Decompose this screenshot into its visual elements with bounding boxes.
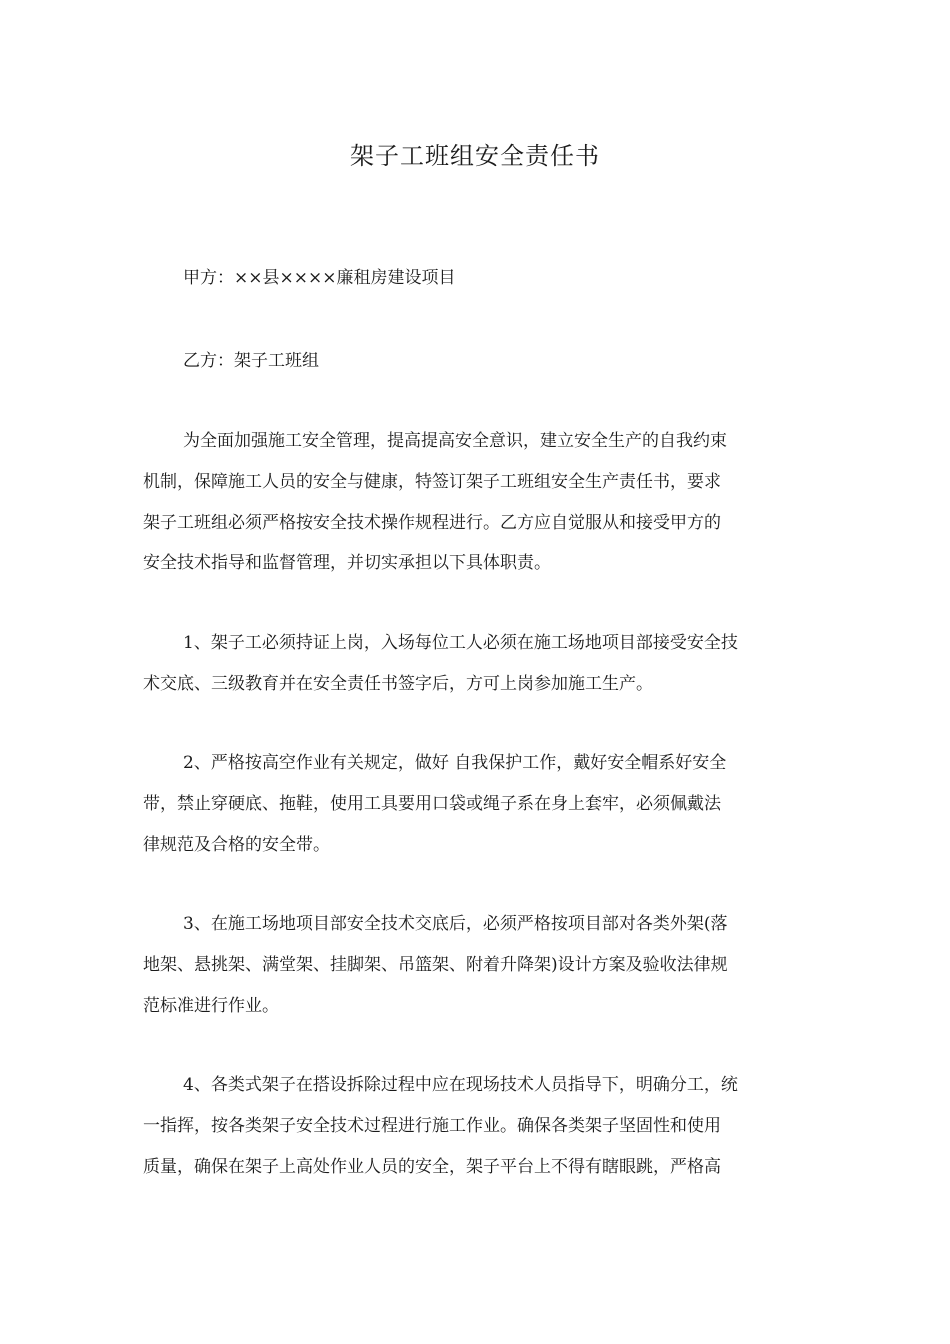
party-a-line: 甲方：××县××××廉租房建设项目: [183, 268, 456, 288]
party-b-line: 乙方：架子工班组: [183, 351, 319, 371]
paragraph-3-line: 范标准进行作业。: [143, 996, 279, 1016]
paragraph-intro-line: 机制，保障施工人员的安全与健康，特签订架子工班组安全生产责任书，要求: [143, 472, 721, 492]
paragraph-4-line: 4、各类式架子在搭设拆除过程中应在现场技术人员指导下，明确分工，统: [183, 1075, 738, 1095]
paragraph-intro-line: 为全面加强施工安全管理，提高提高安全意识，建立安全生产的自我约束: [183, 431, 727, 451]
paragraph-4-line: 一指挥，按各类架子安全技术过程进行施工作业。确保各类架子坚固性和使用: [143, 1116, 721, 1136]
paragraph-2-line: 律规范及合格的安全带。: [143, 835, 330, 855]
document-title: 架子工班组安全责任书: [350, 142, 600, 170]
paragraph-2-line: 2、严格按高空作业有关规定，做好 自我保护工作，戴好安全帽系好安全: [183, 753, 727, 773]
paragraph-1-line: 术交底、三级教育并在安全责任书签字后，方可上岗参加施工生产。: [143, 674, 653, 694]
paragraph-2-line: 带，禁止穿硬底、拖鞋，使用工具要用口袋或绳子系在身上套牢，必须佩戴法: [143, 794, 721, 814]
paragraph-3-line: 3、在施工场地项目部安全技术交底后，必须严格按项目部对各类外架(落: [183, 914, 728, 934]
paragraph-4-line: 质量，确保在架子上高处作业人员的安全，架子平台上不得有瞎眼跳，严格高: [143, 1157, 721, 1177]
paragraph-intro-line: 安全技术指导和监督管理，并切实承担以下具体职责。: [143, 553, 551, 573]
paragraph-1-line: 1、架子工必须持证上岗，入场每位工人必须在施工场地项目部接受安全技: [183, 633, 738, 653]
paragraph-3-line: 地架、悬挑架、满堂架、挂脚架、吊篮架、附着升降架)设计方案及验收法律规: [143, 955, 728, 975]
paragraph-intro-line: 架子工班组必须严格按安全技术操作规程进行。乙方应自觉服从和接受甲方的: [143, 513, 721, 533]
